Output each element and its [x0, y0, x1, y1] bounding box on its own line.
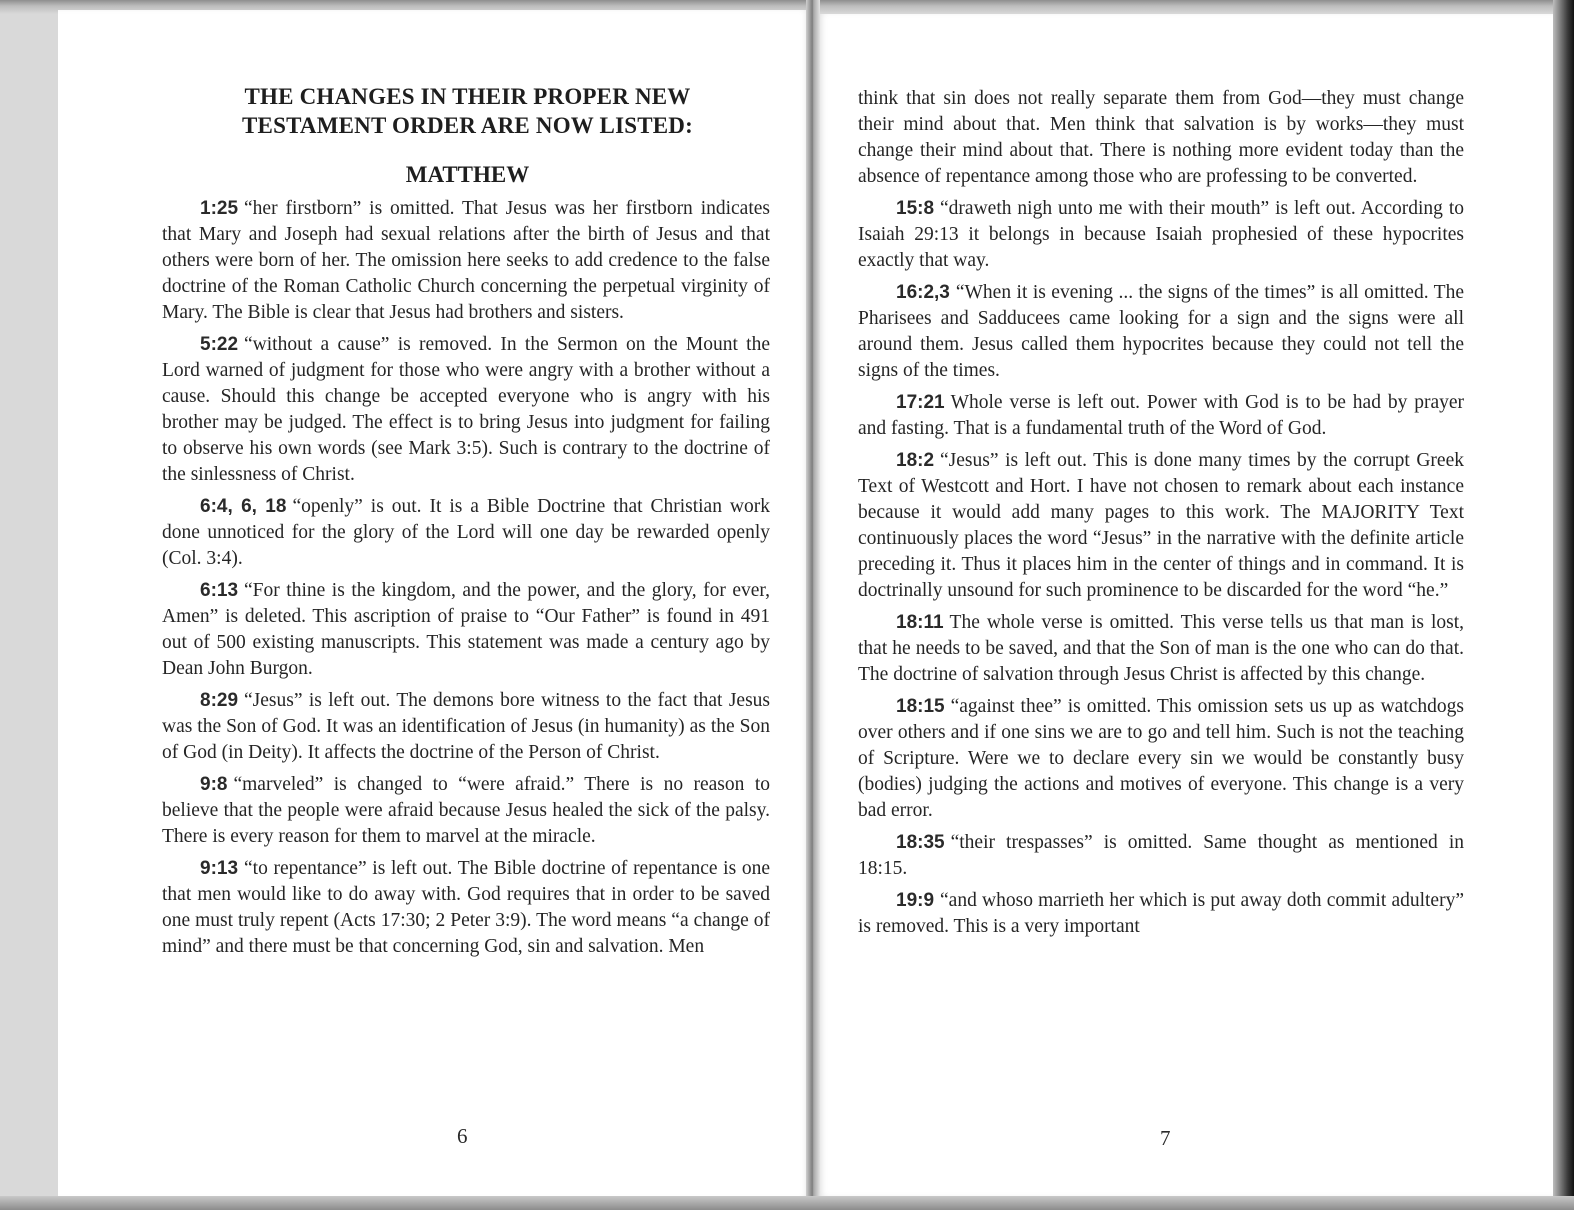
section-title: MATTHEW [405, 162, 530, 187]
verse-note: “without a cause” is removed. In the Sermon on the Mount the Lord warned of judgment for those who were angry with a brother without a cause. Should this change be accepted everyone who is angry with his brother may be judged. The effect is to bring Jesus into judgment for failing to observe his own words (see Mark 3:5). Such is contrary to the doctrine of the sinlessness of Christ. [162, 334, 770, 485]
verse-entry [162, 688, 770, 766]
verse-reference: 5:22 [200, 334, 239, 355]
verse-entry [858, 888, 1464, 940]
verse-entry [162, 772, 770, 850]
verse-entry [162, 196, 770, 326]
page-number-left: 6 [457, 1124, 468, 1148]
verse-note: “When it is evening ... the signs of the times” is all omitted. The Pharisees and Sadducees came looking for a sign and the signs were all around them. Jesus called them hypocrites because they could not tell the signs of the times. [858, 282, 1464, 381]
verse-reference: 18:11 [896, 612, 944, 633]
verse-entry [858, 448, 1464, 604]
page-number-right: 7 [1160, 1126, 1171, 1150]
verse-reference: 18:15 [896, 696, 945, 717]
verse-note: “and whoso marrieth her which is put away doth commit adultery” is removed. This is a very important [858, 890, 1464, 937]
verse-note: “Jesus” is left out. The demons bore witness to the fact that Jesus was the Son of God. It was an identification of Jesus (in humanity) as the Son of God (in Deity). It affects the doctrine of the Person of Christ. [162, 690, 770, 763]
heading-line: TESTAMENT ORDER ARE NOW LISTED: [242, 113, 693, 138]
scan-edge-shadow [1553, 0, 1574, 1210]
verse-note: The whole verse is omitted. This verse tells us that man is lost, that he needs to be saved, and that the Son of man is the one who can do that. The doctrine of salvation through Jesus Christ is affected by this change. [858, 612, 1464, 685]
heading-line: THE CHANGES IN THEIR PROPER NEW [244, 84, 691, 109]
verse-note: “their trespasses” is omitted. Same thought as mentioned in 18:15. [858, 832, 1464, 879]
verse-note: “For thine is the kingdom, and the power, and the glory, for ever, Amen” is deleted. This ascription of praise to “Our Father” is found in 491 out of 500 existing manuscripts. This statement was made a century ago by Dean John Burgon. [162, 580, 770, 679]
verse-note: “her firstborn” is omitted. That Jesus was her firstborn indicates that Mary and Joseph had sexual relations after the birth of Jesus and that others were born of her. The omission here seeks to add credence to the false doctrine of the Roman Catholic Church concerning the perpetual virginity of Mary. The Bible is clear that Jesus had brothers and sisters. [162, 198, 770, 323]
verse-entry [858, 610, 1464, 688]
verse-reference: 18:2 [896, 450, 935, 471]
verse-note: “against thee” is omitted. This omission sets us up as watchdogs over others and if one sins we are to go and tell him. Such is not the teaching of Scripture. Were we to declare every sin we would be constantly busy (bodies) judging the actions and motives of everyone. This change is a very bad error. [858, 696, 1464, 821]
verse-entry [162, 856, 770, 960]
verse-note: “Jesus” is left out. This is done many times by the corrupt Greek Text of Westcott and Hort. I have not chosen to remark about each instance because it would add many pages to this work. The MAJORITY Text continuously places the word “Jesus” in the narrative with the definite article preceding it. Thus it places him in the center of things and in command. It is doctrinally unsound for such prominence to be discarded for the word “he.” [858, 450, 1464, 601]
verse-reference: 6:4, 6, 18 [200, 496, 287, 517]
verse-reference: 1:25 [200, 198, 239, 219]
scan-bottom-edge [0, 1196, 1574, 1210]
verse-reference: 9:13 [200, 858, 239, 879]
book-gutter [806, 0, 820, 1210]
verse-note: Whole verse is left out. Power with God is to be had by prayer and fasting. That is a fundamental truth of the Word of God. [858, 392, 1464, 439]
verse-entry [858, 694, 1464, 824]
verse-entry [858, 280, 1464, 384]
continued-paragraph: think that sin does not really separate them from God—they must change their mind about that. Men think that salvation is by works—they must change their mind about that. There is nothing more evident today than the absence of repentance among those who are professing to be converted. [858, 88, 1464, 187]
verse-entry [162, 578, 770, 682]
verse-entry [858, 390, 1464, 442]
verse-reference: 18:35 [896, 832, 945, 853]
verse-reference: 16:2,3 [896, 282, 950, 303]
verse-reference: 15:8 [896, 198, 935, 219]
verse-note: “to repentance” is left out. The Bible doctrine of repentance is one that men would like to do away with. God requires that in order to be saved one must truly repent (Acts 17:30; 2 Peter 3:9). The word means “a change of mind” and there must be that concerning God, sin and salvation. Men [162, 858, 770, 957]
verse-reference: 9:8 [200, 774, 228, 795]
verse-entry [858, 196, 1464, 274]
verse-note: “draweth nigh unto me with their mouth” is left out. According to Isaiah 29:13 it belongs in because Isaiah prophesied of these hypocrites exactly that way. [858, 198, 1464, 271]
verse-reference: 19:9 [896, 890, 935, 911]
verse-entry [858, 830, 1464, 882]
verse-entry [162, 332, 770, 488]
verse-reference: 8:29 [200, 690, 239, 711]
verse-note: “openly” is out. It is a Bible Doctrine that Christian work done unnoticed for the glory of the Lord will one day be rewarded openly (Col. 3:4). [162, 496, 770, 569]
right-page-text [858, 86, 1464, 946]
verse-note: “marveled” is changed to “were afraid.” There is no reason to believe that the people were afraid because Jesus healed the sick of the palsy. There is every reason for them to marvel at the miracle. [162, 774, 770, 847]
verse-reference: 17:21 [896, 392, 945, 413]
page-heading [165, 82, 770, 140]
left-page-text [162, 196, 770, 966]
verse-reference: 6:13 [200, 580, 239, 601]
verse-entry [162, 494, 770, 572]
